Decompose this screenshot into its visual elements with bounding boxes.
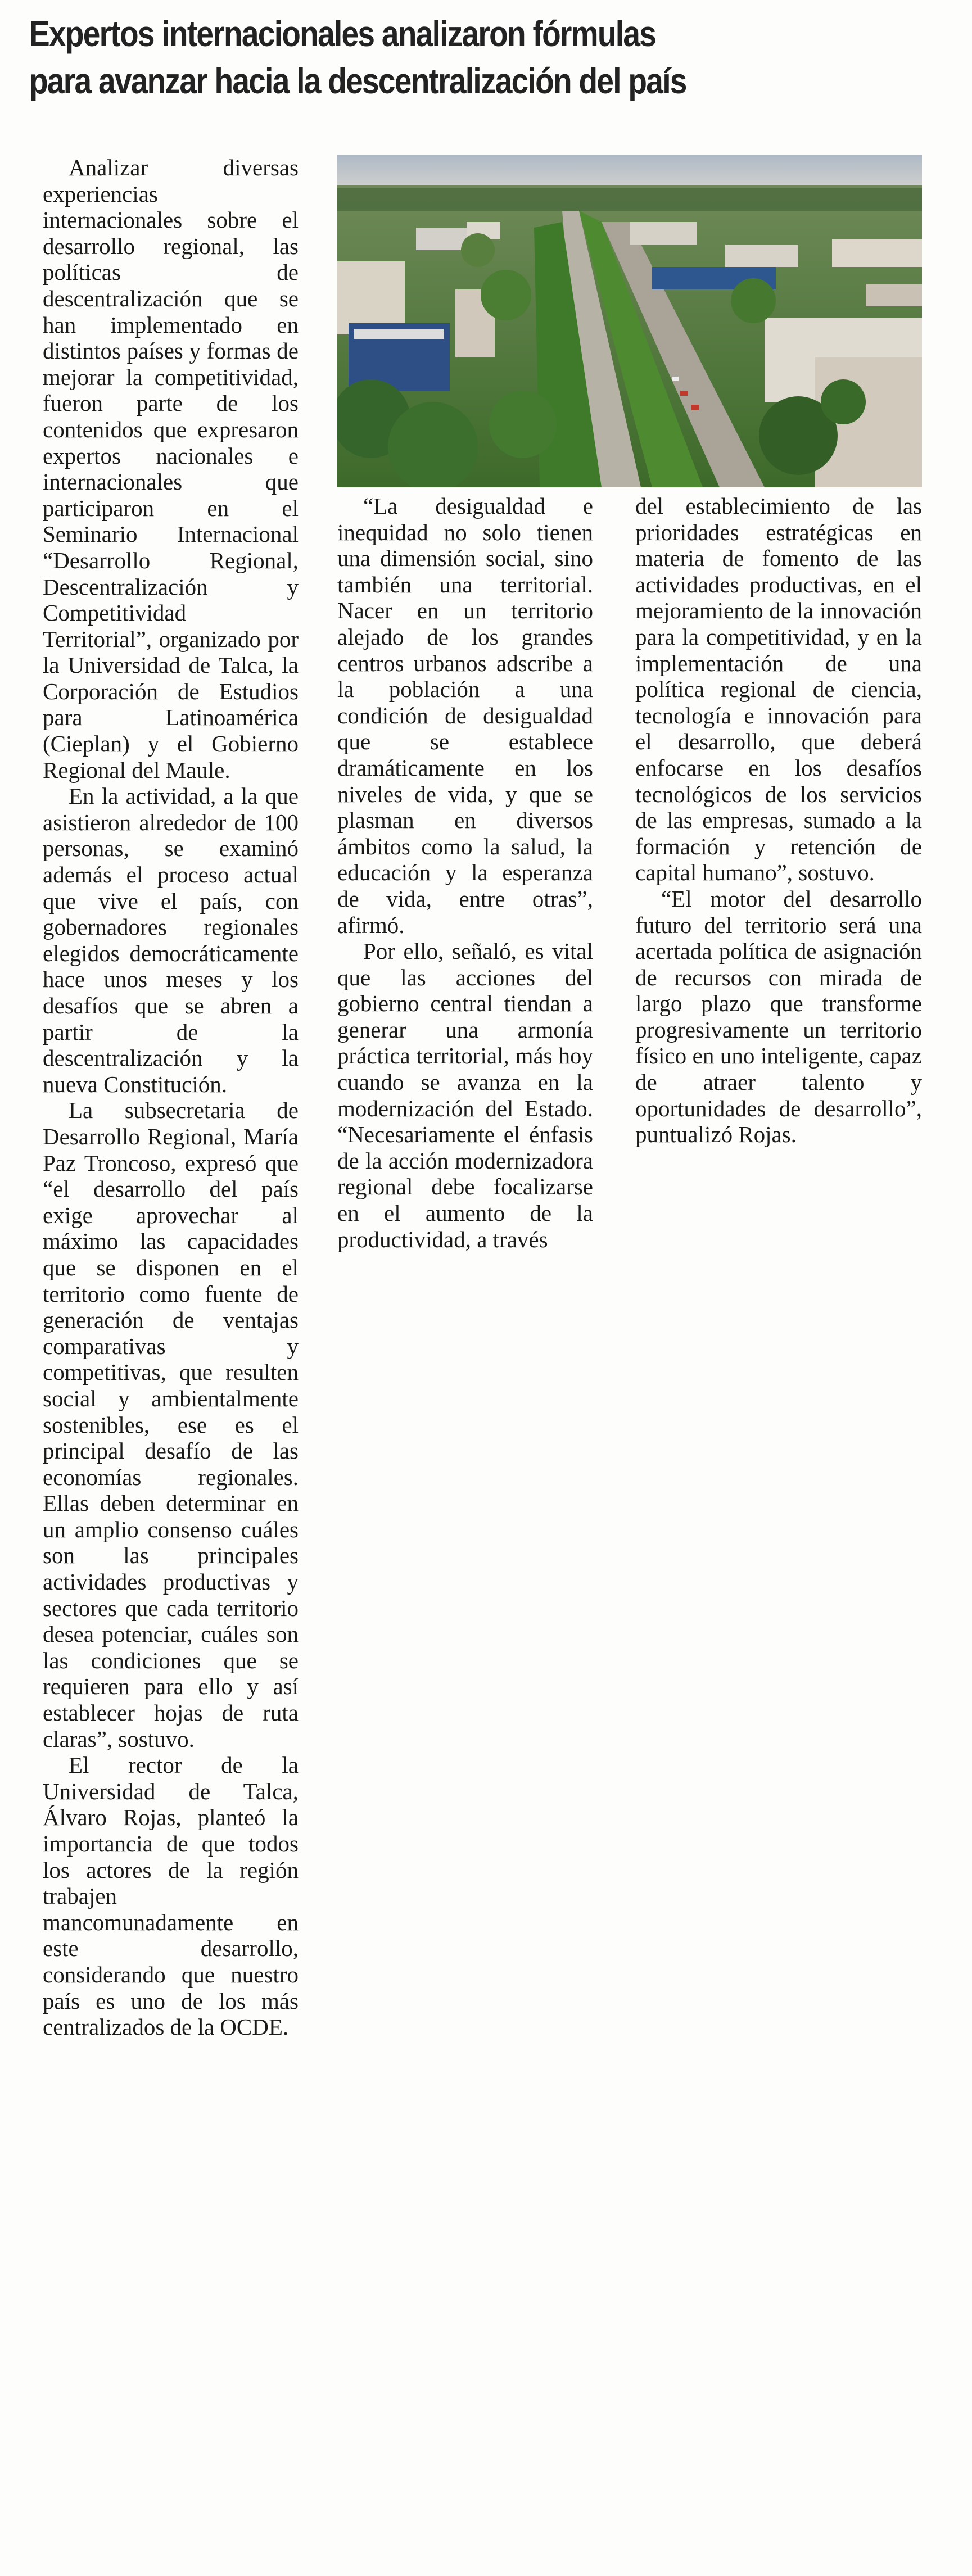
aerial-campus-photo <box>337 155 922 487</box>
paragraph: Por ello, señaló, es vital que las acciones del gobierno central tiendan a generar una armonía práctica territorial, más hoy cuando se avanza en la modernización del Estado. “Necesariamente el énfasis de la acción modernizadora regional debe focalizarse en el aumento de la productividad, a través <box>337 938 593 1252</box>
paragraph: “La desigualdad e inequidad no solo tienen una dimensión social, sino también una territorial. Nacer en un territorio alejado de los grandes centros urbanos adscribe a la población a una condición de desigualdad que se establece dramáticamente en los niveles de vida, y que se plasman en diversos ámbitos como la salud, la educación y la esperanza de vida, entre otras”, afirmó. <box>337 493 593 938</box>
article-column-3 <box>635 493 922 1148</box>
article-column-2 <box>337 493 593 1252</box>
paragraph: del establecimiento de las prioridades estratégicas en materia de fomento de las actividades productivas, en el mejoramiento de la innovación para la competitividad, y en la implementación de una política regional de ciencia, tecnología e innovación para el desarrollo, que deberá enfocarse en los desafíos tecnológicos de los servicios de las empresas, sumado a la formación y retención de capital humano”, sostuvo. <box>635 493 922 886</box>
paragraph: Analizar diversas experiencias internacionales sobre el desarrollo regional, las políticas de descentralización que se han implementado en distintos países y formas de mejorar la competitividad, fueron parte de los contenidos que expresaron expertos nacionales e internacionales que participaron en el Seminario Internacional “Desarrollo Regional, Descentralización y Competitividad Territorial”, organizado por la Universidad de Talca, la Corporación de Estudios para Latinoamérica (Cieplan) y el Gobierno Regional del Maule. <box>43 155 299 783</box>
paragraph: El rector de la Universidad de Talca, Álvaro Rojas, planteó la importancia de que todos los actores de la región trabajen mancomunadamente en este desarrollo, considerando que nuestro país es uno de los más centralizados de la OCDE. <box>43 1752 299 2040</box>
article-column-1 <box>43 155 299 2040</box>
headline <box>29 10 812 105</box>
paragraph: “El motor del desarrollo futuro del territorio será una acertada política de asignación de recursos con mirada de largo plazo que transforme progresivamente un territorio físico en uno inteligente, capaz de atraer talento y oportunidades de desarrollo”, puntualizó Rojas. <box>635 885 922 1148</box>
paragraph: En la actividad, a la que asistieron alrededor de 100 personas, se examinó además el proceso actual que vive el país, con gobernadores regionales elegidos democráticamente hace unos meses y los desafíos que se abren a partir de la descentralización y la nueva Constitución. <box>43 783 299 1097</box>
headline-line-2: para avanzar hacia la descentralización del país <box>29 61 686 101</box>
headline-line-1: Expertos internacionales analizaron fórmulas <box>29 13 656 54</box>
paragraph: La subsecretaria de Desarrollo Regional, María Paz Troncoso, expresó que “el desarrollo del país exige aprovechar al máximo las capacidades que se disponen en el territorio como fuente de generación de ventajas comparativas y competitivas, que resulten social y ambientalmente sostenibles, ese es el principal desafío de las economías regionales. Ellas deben determinar en un amplio consenso cuáles son las principales actividades productivas y sectores que cada territorio desea potenciar, cuáles son las condiciones que se requieren para ello y así establecer hojas de ruta claras”, sostuvo. <box>43 1097 299 1752</box>
